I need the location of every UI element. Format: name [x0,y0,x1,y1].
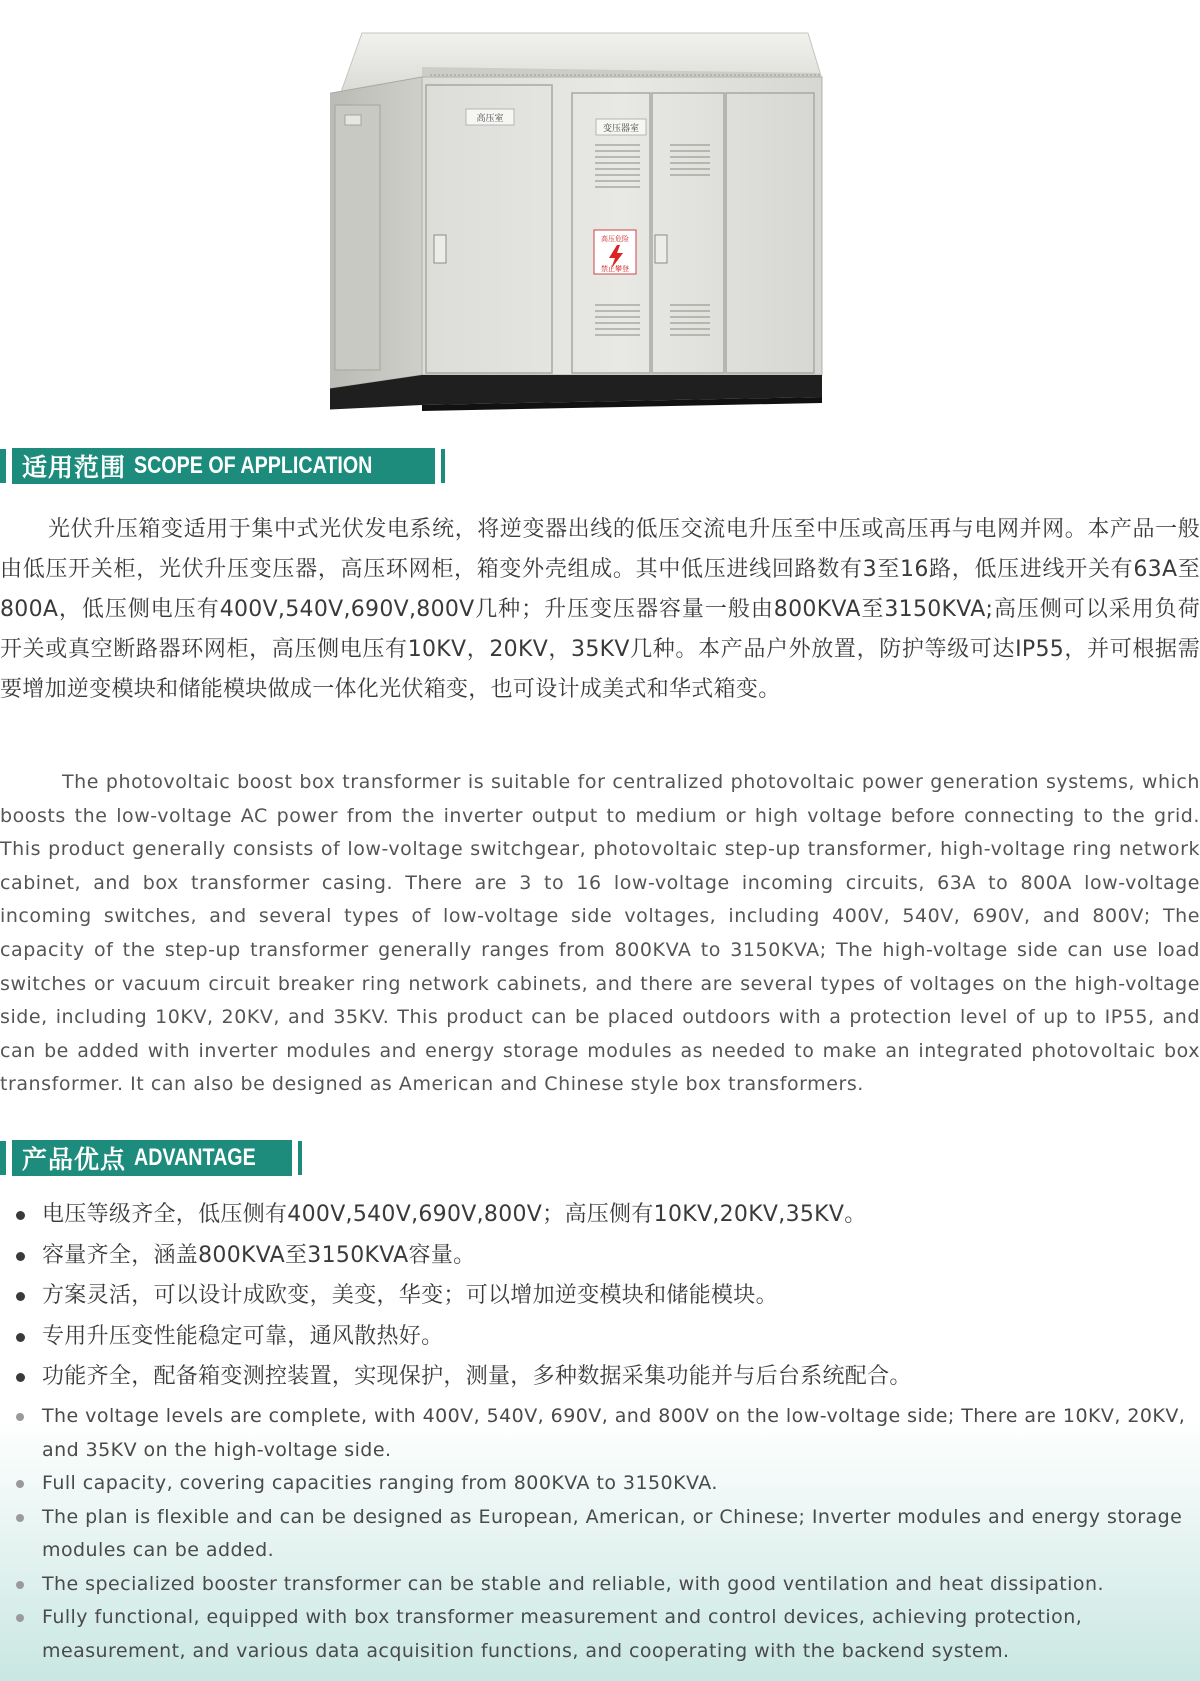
advantage-item-cn: 电压等级齐全，低压侧有400V,540V,690V,800V；高压侧有10KV,20KV,35KV。 [0,1195,1200,1236]
advantage-item-cn: 功能齐全，配备箱变测控装置，实现保护，测量，多种数据采集功能并与后台系统配合。 [0,1357,1200,1398]
svg-text:变压器室: 变压器室 [602,124,640,134]
bullet-dot-icon [16,1373,25,1382]
scope-paragraph-en: The photovoltaic boost box transformer is suitable for centralized photovoltaic power generation systems, which boosts the low-voltage AC power from the inverter output to medium or high voltage before connecting to the grid. This product generally consists of low-voltage switchgear, photovoltaic step-up transformer, high-voltage ring network cabinet, and box transformer casing. There are 3 to 16 low-voltage incoming circuits, 63A to 800A low-voltage incoming switches, and several types of low-voltage side voltages, including 400V, 540V, 690V, and 800V; The capacity of the step-up transformer generally ranges from 800KVA to 3150KVA; The high-voltage side can use load switches or vacuum circuit breaker ring network cabinets, and there are several types of voltages on the high-voltage side, including 10KV, 20KV, and 35KV. This product can be placed outdoors with a protection level of up to IP55, and can be added with inverter modules and energy storage modules as needed to make an integrated photovoltaic box transformer. It can also be designed as American and Chinese style box transformers. [0,771,1200,1096]
advantage-item-en: Full capacity, covering capacities ranging from 800KVA to 3150KVA. [0,1467,1200,1501]
advantage-item-en: The plan is flexible and can be designed as European, American, or Chinese; Inverter modules and energy storage modules can be added. [0,1501,1200,1568]
bullet-dot-icon [16,1252,25,1261]
bullet-dot-icon [16,1581,24,1589]
svg-text:禁止攀登: 禁止攀登 [601,265,629,273]
advantage-title-box [12,1140,292,1176]
high-voltage-warning-sign [594,230,636,274]
scope-section-header [0,448,445,484]
bullet-dot-icon [16,1292,25,1301]
advantage-item-en: The specialized booster transformer can be stable and reliable, with good ventilation and heat dissipation. [0,1568,1200,1602]
advantage-item-en: The voltage levels are complete, with 400V, 540V, 690V, and 800V on the low-voltage side; There are 10KV, 20KV, and 35KV on the high-voltage side. [0,1400,1200,1467]
advantage-item-cn: 专用升压变性能稳定可靠，通风散热好。 [0,1317,1200,1358]
scope-title-en: SCOPE OF APPLICATION [134,452,373,479]
side-door [335,105,380,370]
header-accent-bar-end [441,449,445,483]
bullet-dot-icon [16,1333,25,1342]
scope-title-box [12,448,435,484]
bullet-dot-icon [16,1480,24,1488]
bullet-dot-icon [16,1514,24,1522]
bullet-dot-icon [16,1413,24,1421]
advantage-item-cn: 容量齐全，涵盖800KVA至3150KVA容量。 [0,1236,1200,1277]
advantage-section-header [0,1140,302,1176]
advantage-list-en [0,1400,1200,1668]
advantage-title-cn: 产品优点 [22,1146,127,1174]
advantage-item-cn: 方案灵活，可以设计成欧变，美变，华变；可以增加逆变模块和储能模块。 [0,1276,1200,1317]
product-image-box-transformer [330,25,890,445]
header-accent-bar [0,1141,6,1175]
header-accent-bar [0,449,6,483]
advantage-list-cn [0,1195,1200,1398]
header-accent-bar-end [298,1141,302,1175]
bullet-dot-icon [16,1614,24,1622]
advantage-title-en: ADVANTAGE [134,1144,256,1171]
bullet-dot-icon [16,1211,25,1220]
scope-title-cn: 适用范围 [22,454,127,482]
scope-paragraph-cn: 光伏升压箱变适用于集中式光伏发电系统，将逆变器出线的低压交流电升压至中压或高压再与电网并网。本产品一般由低压开关柜，光伏升压变压器，高压环网柜，箱变外壳组成。其中低压进线回路数有3至16路，低压进线开关有63A至800A，低压侧电压有400V,540V,690V,800V几种；升压变压器容量一般由800KVA至3150KVA;高压侧可以采用负荷开关或真空断路器环网柜，高压侧电压有10KV，20KV，35KV几种。本产品户外放置，防护等级可达IP55，并可根据需要增加逆变模块和储能模块做成一体化光伏箱变，也可设计成美式和华式箱变。 [0,517,1200,702]
svg-text:高压室: 高压室 [476,114,504,124]
svg-text:高压危险: 高压危险 [601,235,629,243]
advantage-item-en: Fully functional, equipped with box transformer measurement and control devices, achieving protection, measurement, and various data acquisition functions, and cooperating with the backend system. [0,1601,1200,1668]
